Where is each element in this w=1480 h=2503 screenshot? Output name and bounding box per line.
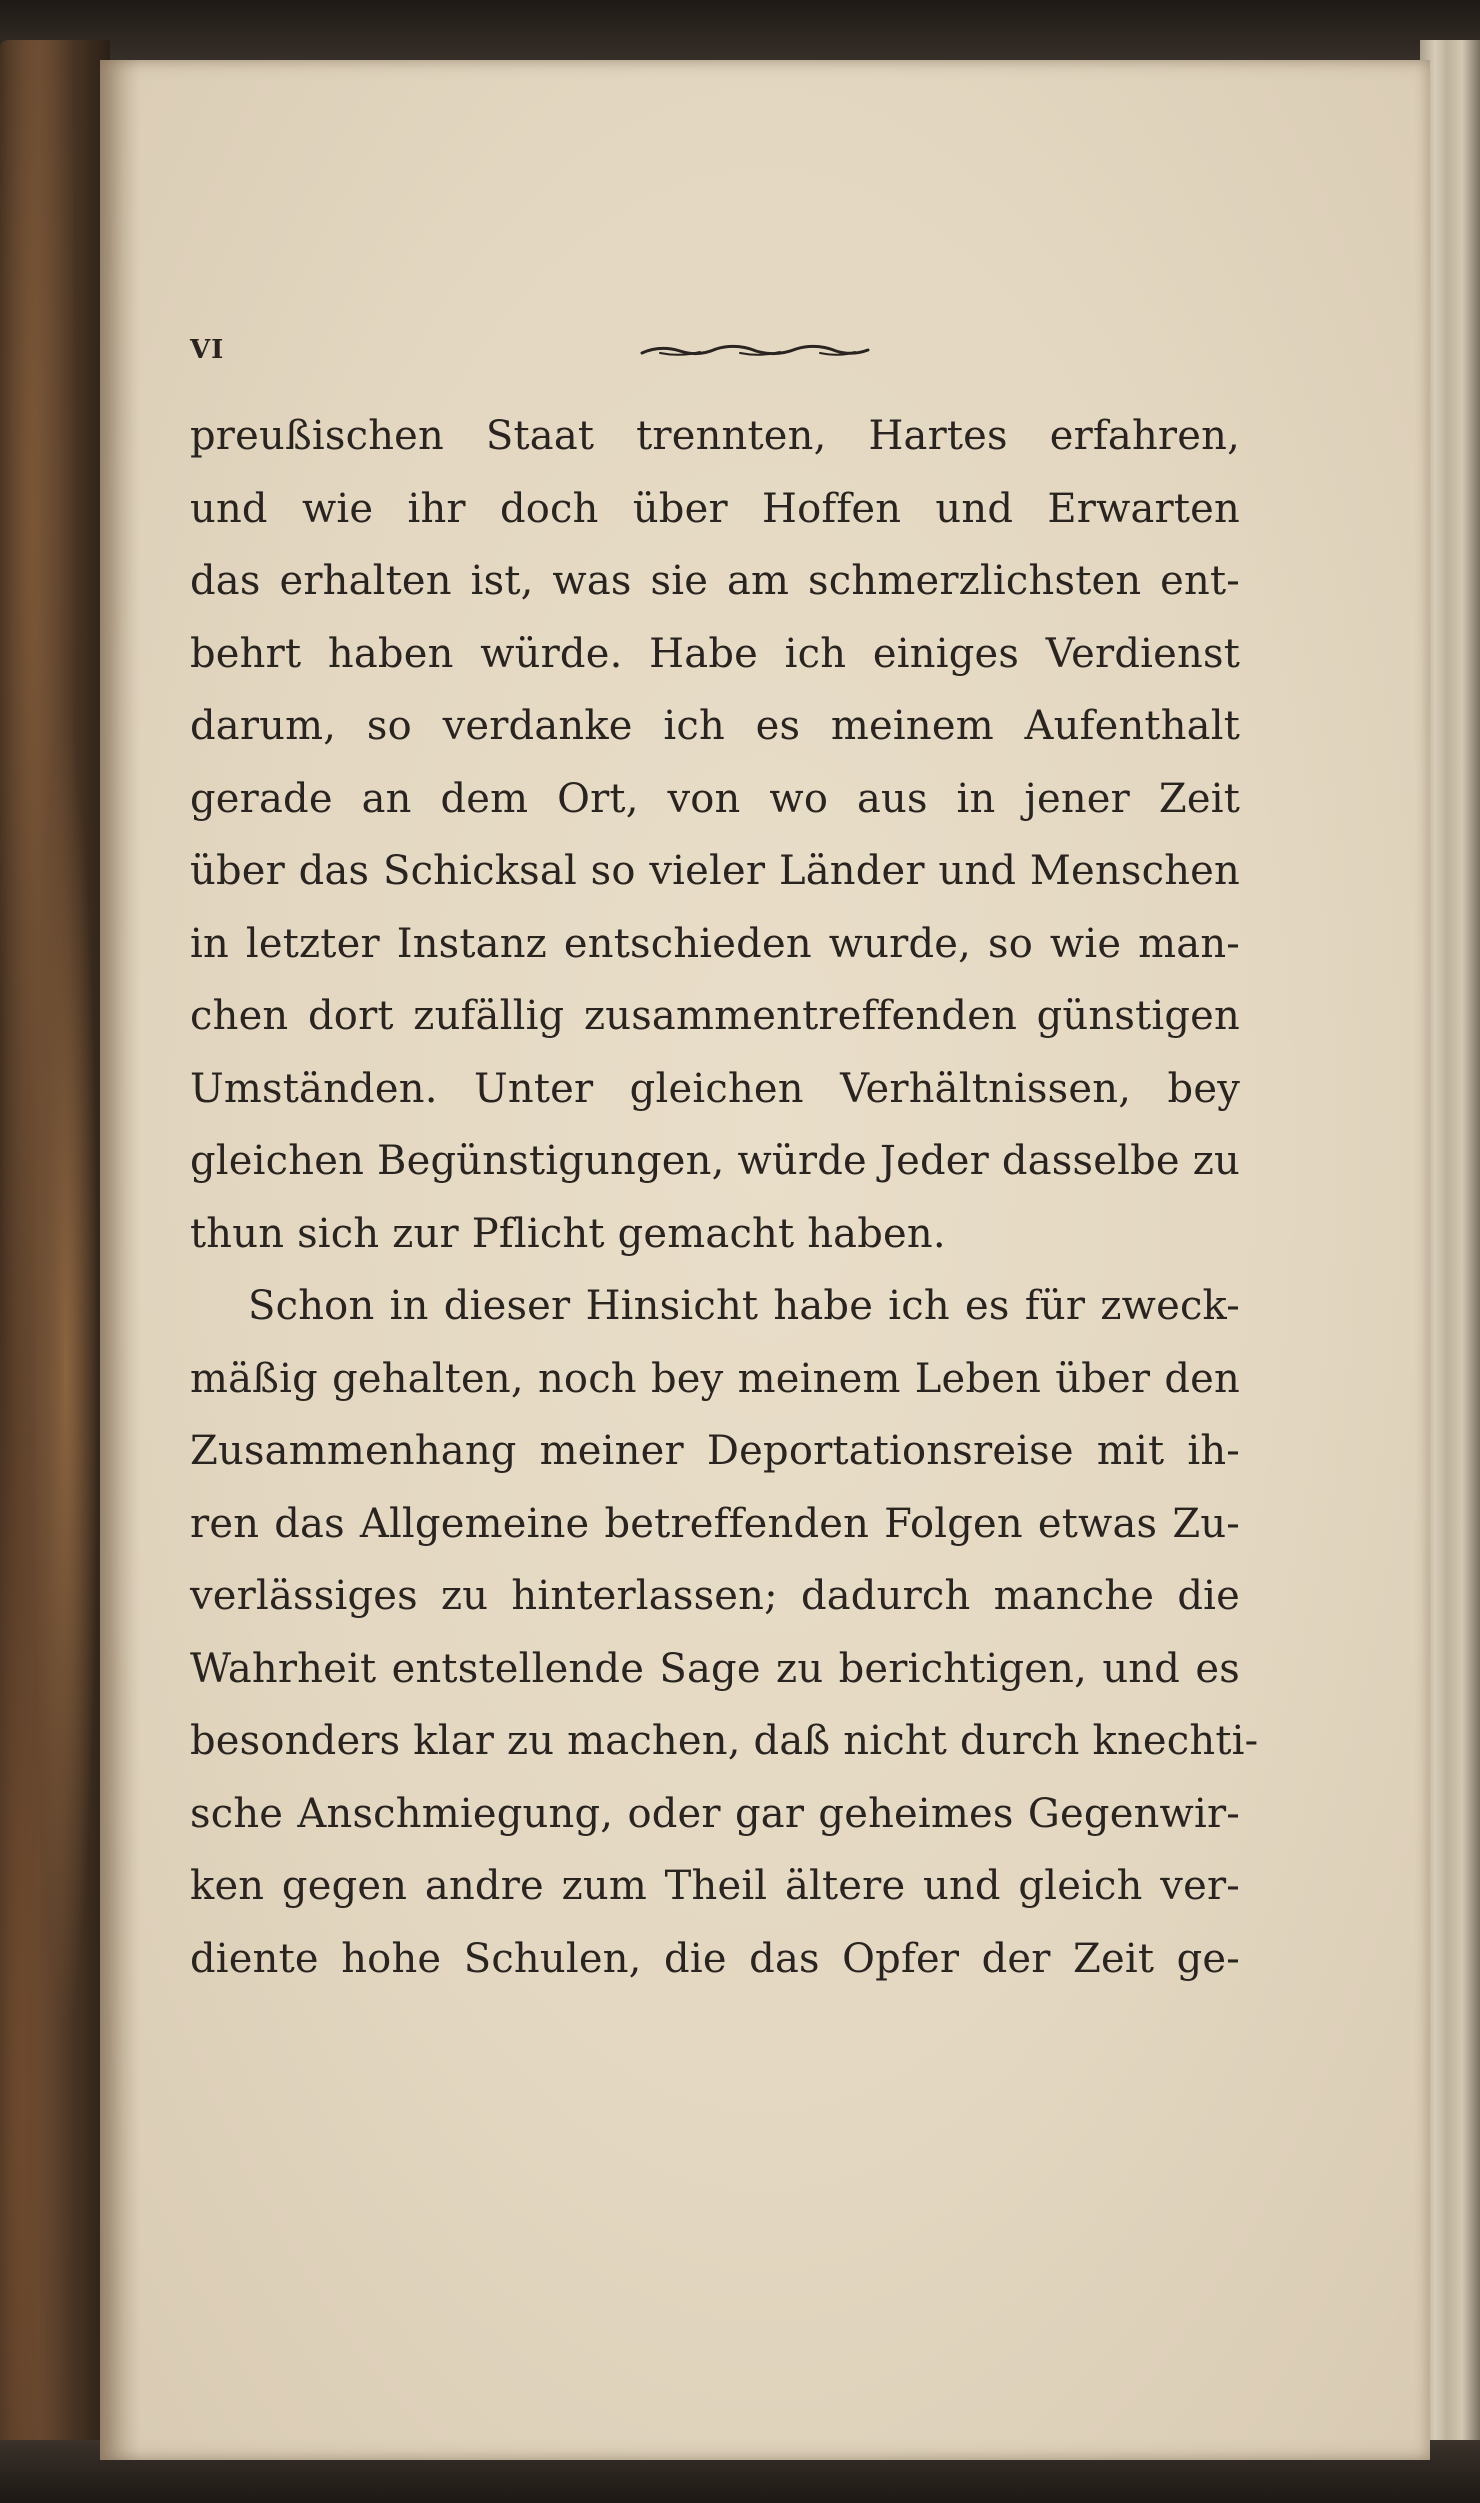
text-line: in letzter Instanz entschieden wurde, so wie man- <box>190 920 1240 967</box>
text-line: gleichen Begünstigungen, würde Jeder dasselbe zu <box>190 1138 1240 1184</box>
text-line: und wie ihr doch über Hoffen und Erwarten <box>190 485 1240 532</box>
text-line: thun sich zur Pflicht gemacht haben. <box>190 1210 946 1257</box>
text-line: besonders klar zu machen, daß nicht durch knechti- <box>190 1718 1259 1764</box>
text-line: gerade an dem Ort, von wo aus in jener Zeit <box>190 775 1240 822</box>
text-line: diente hohe Schulen, die das Opfer der Zeit ge- <box>190 1935 1240 1982</box>
text-line: ken gegen andre zum Theil ältere und gleich ver- <box>190 1863 1240 1909</box>
text-line: Zusammenhang meiner Deportationsreise mit ih- <box>190 1428 1240 1474</box>
gutter-shadow <box>100 60 140 2460</box>
page-number: VI <box>190 335 225 365</box>
text-line: preußischen Staat trennten, Hartes erfahren, <box>190 413 1240 459</box>
running-head <box>190 335 1250 375</box>
text-line: Wahrheit entstellende Sage zu berichtigen, und es <box>190 1645 1240 1692</box>
text-line: sche Anschmiegung, oder gar geheimes Gegenwir- <box>190 1790 1240 1837</box>
text-line: Schon in dieser Hinsicht habe ich es für zweck- <box>248 1283 1240 1329</box>
body-text <box>190 400 1259 1995</box>
ornament-rule-icon <box>640 341 870 361</box>
text-line: behrt haben würde. Habe ich einiges Verdienst <box>190 630 1240 677</box>
text-line: mäßig gehalten, noch bey meinem Leben über den <box>190 1355 1240 1402</box>
text-line: über das Schicksal so vieler Länder und Menschen <box>190 848 1240 894</box>
book-cover-edge <box>0 40 110 2460</box>
text-line: Umständen. Unter gleichen Verhältnissen, bey <box>190 1065 1240 1112</box>
text-line: verlässiges zu hinterlassen; dadurch manche die <box>190 1573 1240 1619</box>
text-line: darum, so verdanke ich es meinem Aufenthalt <box>190 703 1240 749</box>
text-line: das erhalten ist, was sie am schmerzlichsten ent- <box>190 558 1240 604</box>
text-line: ren das Allgemeine betreffenden Folgen etwas Zu- <box>190 1500 1240 1547</box>
text-line: chen dort zufällig zusammentreffenden günstigen <box>190 993 1240 1039</box>
